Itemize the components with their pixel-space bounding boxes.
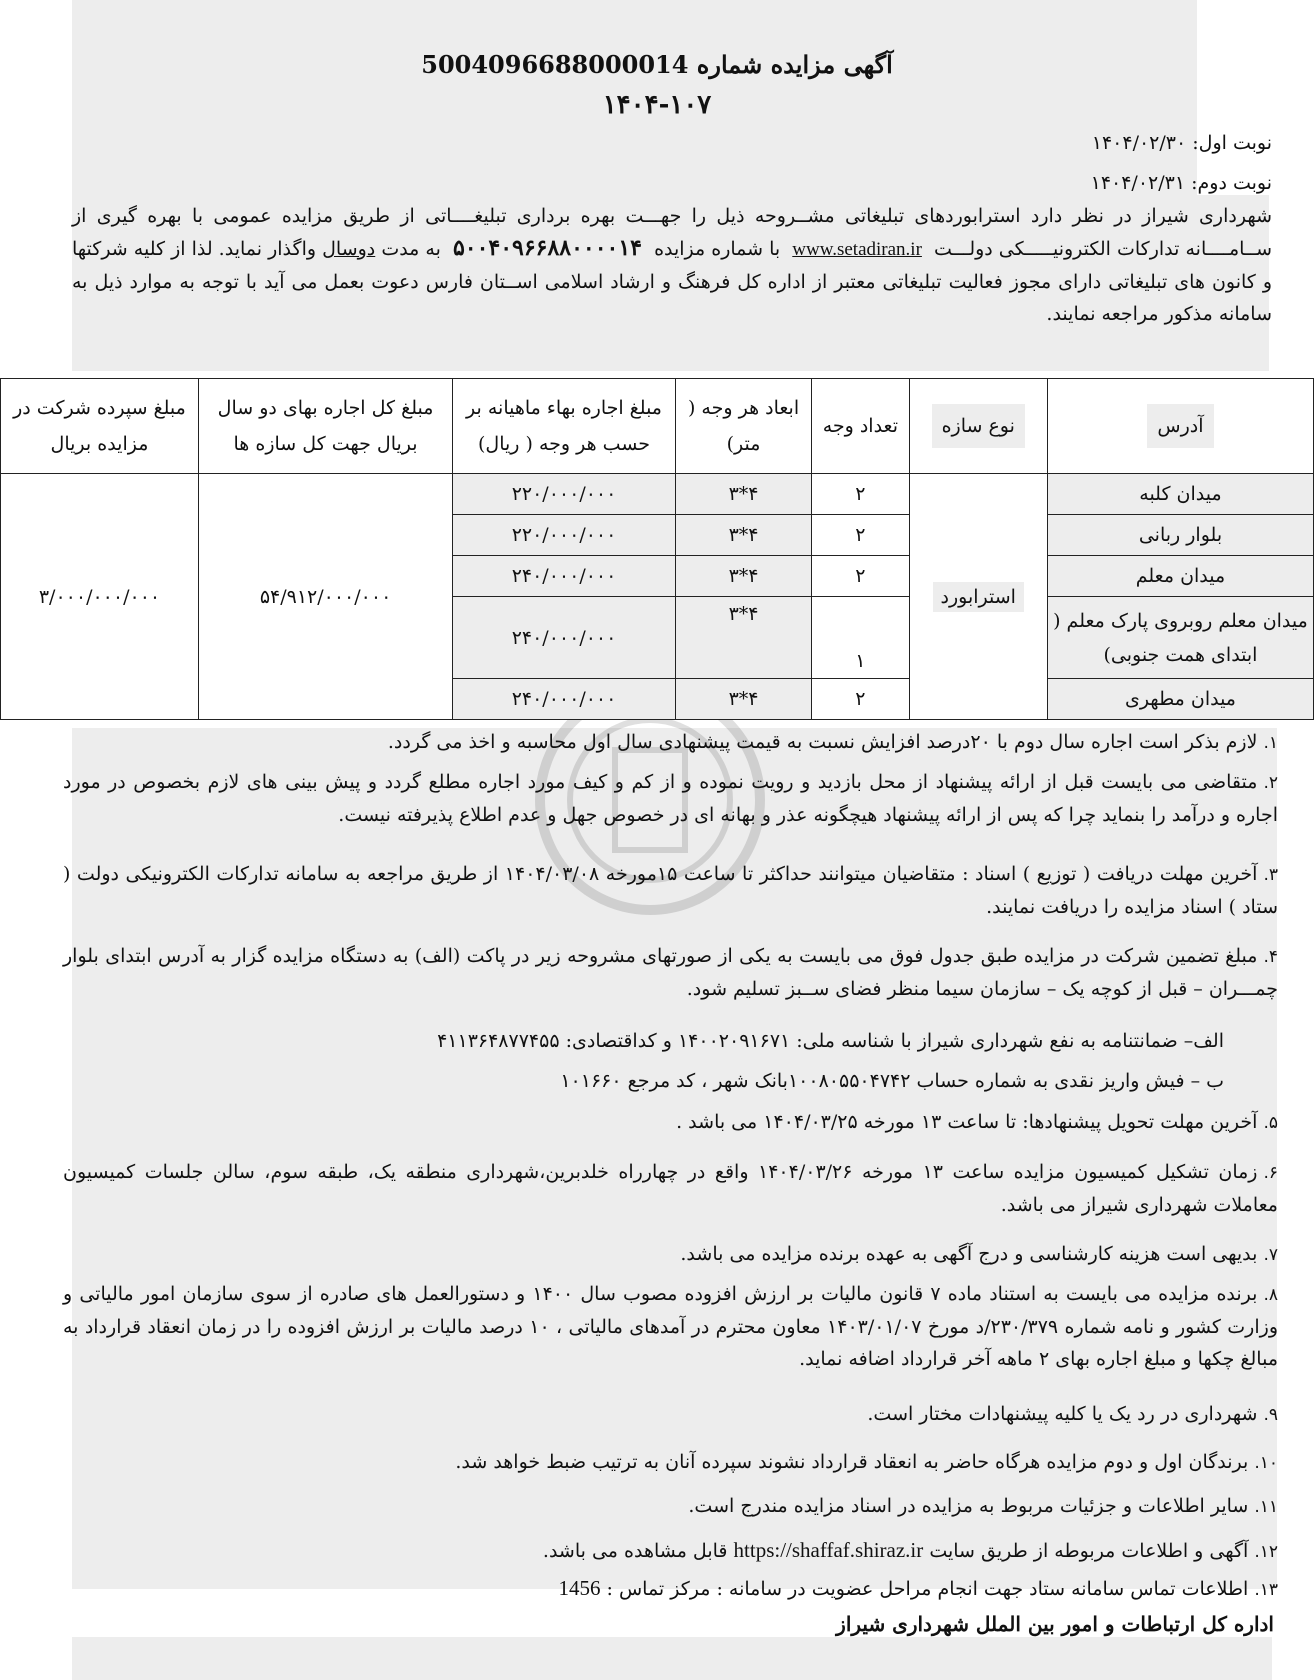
auction-code: ۱۴۰۴-۱۰۷ <box>602 90 712 120</box>
note-12: ۱۲.آگهی و اطلاعات مربوطه از طریق سایت https://shaffaf.shiraz.ir قابل مشاهده می باشد. <box>542 1538 1278 1562</box>
intro-text-part4: واگذار نماید. لذا از کلیه شرکتها و کانون های تبلیغاتی دارای مجوز فعالیت تبلیغاتی معتبر از اداره کل فرهنگ و ارشاد اسلامی اســتان فارس دعوت بعمل می آید با توجه به موارد ذیل به سامانه مذکور مراجعه نمایند. <box>72 238 1272 325</box>
guarantee-option-b: ب – فیش واریز نقدی به شماره حساب ۱۰۰۸۰۵۵۰۴۷۴۲بانک شهر ، کد مرجع ۱۰۱۶۶۰ <box>560 1070 1224 1092</box>
cell-faces: ۲ <box>812 474 909 515</box>
second-notice-date: نوبت دوم: ۱۴۰۴/۰۲/۳۱ <box>1090 172 1272 194</box>
header-address: آدرس <box>1047 379 1313 474</box>
cell-faces: ۲ <box>812 556 909 597</box>
table-header-row <box>1 379 1314 474</box>
note-9: ۹.شهرداری در رد یک یا کلیه پیشنهادات مختار است. <box>867 1403 1278 1425</box>
note-13: ۱۳.اطلاعات تماس سامانه ستاد جهت انجام مراحل عضویت در سامانه : مرکز تماس : 1456 <box>558 1576 1278 1600</box>
header-total-rent: مبلغ کل اجاره بهای دو سال بریال جهت کل سازه ها <box>198 379 452 474</box>
billboards-table <box>0 378 1314 720</box>
page-title: آگهی مزایده شماره 5004096688000014 <box>421 50 893 79</box>
header-face-dimensions: ابعاد هر وجه ( متر) <box>675 379 811 474</box>
note-4: ۴.مبلغ تضمین شرکت در مزایده طبق جدول فوق می بایست به یکی از صورتهای مشروحه زیر در پاکت (الف) به دستگاه مزایده گزار به آدرس ابتدای بلوار چمـــران – قبل از کوچه یک – سازمان سیما منظر فضای ســبز تسلیم شود. <box>63 945 1278 1000</box>
cell-dims: ۴*۳ <box>675 474 811 515</box>
cell-address: میدان کلبه <box>1047 474 1313 515</box>
cell-deposit: ۳/۰۰۰/۰۰۰/۰۰۰ <box>1 474 199 720</box>
table-row <box>1 474 1314 515</box>
cell-address: میدان مطهری <box>1047 679 1313 720</box>
cell-dims: ۴*۳ <box>675 556 811 597</box>
intro-text-part3: به مدت <box>381 238 441 260</box>
note-6: ۶.زمان تشکیل کمیسیون مزایده ساعت ۱۳ مورخه ۱۴۰۴/۰۳/۲۶ واقع در چهارراه خلدبرین،شهرداری منطقه یک، طبقه سوم، سالن جلسات کمیسیون معاملات شهرداری شیراز می باشد. <box>63 1161 1279 1216</box>
shaffaf-link[interactable]: https://shaffaf.shiraz.ir <box>733 1538 924 1562</box>
cell-monthly: ۲۴۰/۰۰۰/۰۰۰ <box>453 556 676 597</box>
cell-address: میدان معلم روبروی پارک معلم ( ابتدای همت جنوبی) <box>1047 597 1313 679</box>
note-7: ۷.بدیهی است هزینه کارشناسی و درج آگهی به عهده برنده مزایده می باشد. <box>680 1243 1278 1265</box>
cell-dims: ۴*۳ <box>675 679 811 720</box>
header-structure-type: نوع سازه <box>909 379 1047 474</box>
cell-address: بلوار ربانی <box>1047 515 1313 556</box>
note-5: ۵.آخرین مهلت تحویل پیشنهادها: تا ساعت ۱۳ مورخه ۱۴۰۴/۰۳/۲۵ می باشد . <box>676 1111 1278 1133</box>
guarantee-option-a: الف– ضمانتنامه به نفع شهرداری شیراز با شناسه ملی: ۱۴۰۰۲۰۹۱۶۷۱ و کداقتصادی: ۴۱۱۳۶۴۸۷۷۴۵۵ <box>437 1030 1224 1052</box>
header-faces-count: تعداد وجه <box>812 379 909 474</box>
call-center-number: 1456 <box>558 1576 601 1600</box>
cell-monthly: ۲۴۰/۰۰۰/۰۰۰ <box>453 597 676 679</box>
lease-duration: دوسال <box>322 238 376 260</box>
cell-monthly: ۲۲۰/۰۰۰/۰۰۰ <box>453 515 676 556</box>
header-deposit: مبلغ سپرده شرکت در مزایده بریال <box>1 379 199 474</box>
intro-paragraph <box>72 200 1272 330</box>
auction-number: ۵۰۰۴۰۹۶۶۸۸۰۰۰۰۱۴ <box>452 235 642 261</box>
first-notice-date: نوبت اول: ۱۴۰۴/۰۲/۳۰ <box>1091 132 1272 154</box>
cell-faces: ۲ <box>812 515 909 556</box>
cell-address: میدان معلم <box>1047 556 1313 597</box>
setadiran-link[interactable]: www.setadiran.ir <box>792 239 922 260</box>
note-8: ۸.برنده مزایده می بایست به استناد ماده ۷ قانون مالیات بر ارزش افزوده مصوب سال ۱۴۰۰ و دستورالعمل های صادره از سوی سازمان امور مالیاتی و وزارت کشور و نامه شماره ۲۳۰/۳۷۹/د مورخ ۱۴۰۳/۰۱/۰۷ معاون محترم در آمدهای مالیاتی ، ۱۰ درصد مالیات بر ارزش افزوده را در زمان انعقاد قرارداد به مبالغ چکها و مبلغ اجاره بهای ۲ ماهه آخر قرارداد اضافه نماید. <box>63 1283 1278 1370</box>
cell-faces: ۱ <box>812 597 909 679</box>
cell-monthly: ۲۲۰/۰۰۰/۰۰۰ <box>453 474 676 515</box>
cell-structure-type: استرابورد <box>909 474 1047 720</box>
intro-text-part2: با شماره مزایده <box>654 238 781 260</box>
cell-dims: ۴*۳ <box>675 515 811 556</box>
footer-background <box>72 1637 1272 1680</box>
cell-monthly: ۲۴۰/۰۰۰/۰۰۰ <box>453 679 676 720</box>
note-2: ۲.متقاضی می بایست قبل از ارائه پیشنهاد از محل بازدید و رویت نموده و از کم و کیف مورد اجاره مطلع گردد و پیش بینی های لازم بخصوص در مورد اجاره و درآمد را بنماید چرا که پس از ارائه پیشنهاد هیچگونه عذر و بهانه ای در خصوص جهل و عدم اطلاع پذیرفته نیست. <box>63 771 1278 826</box>
cell-total-rent: ۵۴/۹۱۲/۰۰۰/۰۰۰ <box>198 474 452 720</box>
cell-dims: ۴*۳ <box>675 597 811 679</box>
intro-text-part1: شهرداری شیراز در نظر دارد استرابوردهای تبلیغاتی مشــروحه ذیل را جهـــت بهره برداری تبلیغــــاتی از طریق مزایده عمومی با بهره گیری از ســامــــانه تدارکات الکترونیـــــکی دولـــت <box>72 205 1273 260</box>
cell-faces: ۲ <box>812 679 909 720</box>
footer-signature: اداره کل ارتباطات و امور بین الملل شهرداری شیراز <box>836 1612 1274 1636</box>
note-11: ۱۱.سایر اطلاعات و جزئیات مربوط به مزایده در اسناد مزایده مندرج است. <box>688 1495 1278 1517</box>
header-monthly-rent: مبلغ اجاره بهاء ماهیانه بر حسب هر وجه ( ریال) <box>453 379 676 474</box>
note-1: ۱.لازم بذکر است اجاره سال دوم با ۲۰درصد افزایش نسبت به قیمت پیشنهادی سال اول محاسبه و اخذ می گردد. <box>387 731 1278 753</box>
note-3: ۳.آخرین مهلت دریافت ( توزیع ) اسناد : متقاضیان میتوانند حداکثر تا ساعت ۱۵مورخه ۱۴۰۴/۰۳/۰۸ از طریق مراجعه به سامانه تدارکات الکترونیکی دولت ( ستاد ) اسناد مزایده را دریافت نمایند. <box>63 863 1279 918</box>
note-10: ۱۰.برندگان اول و دوم مزایده هرگاه حاضر به انعقاد قرارداد نشوند سپرده آنان به ترتیب ضبط خواهد شد. <box>455 1451 1278 1473</box>
